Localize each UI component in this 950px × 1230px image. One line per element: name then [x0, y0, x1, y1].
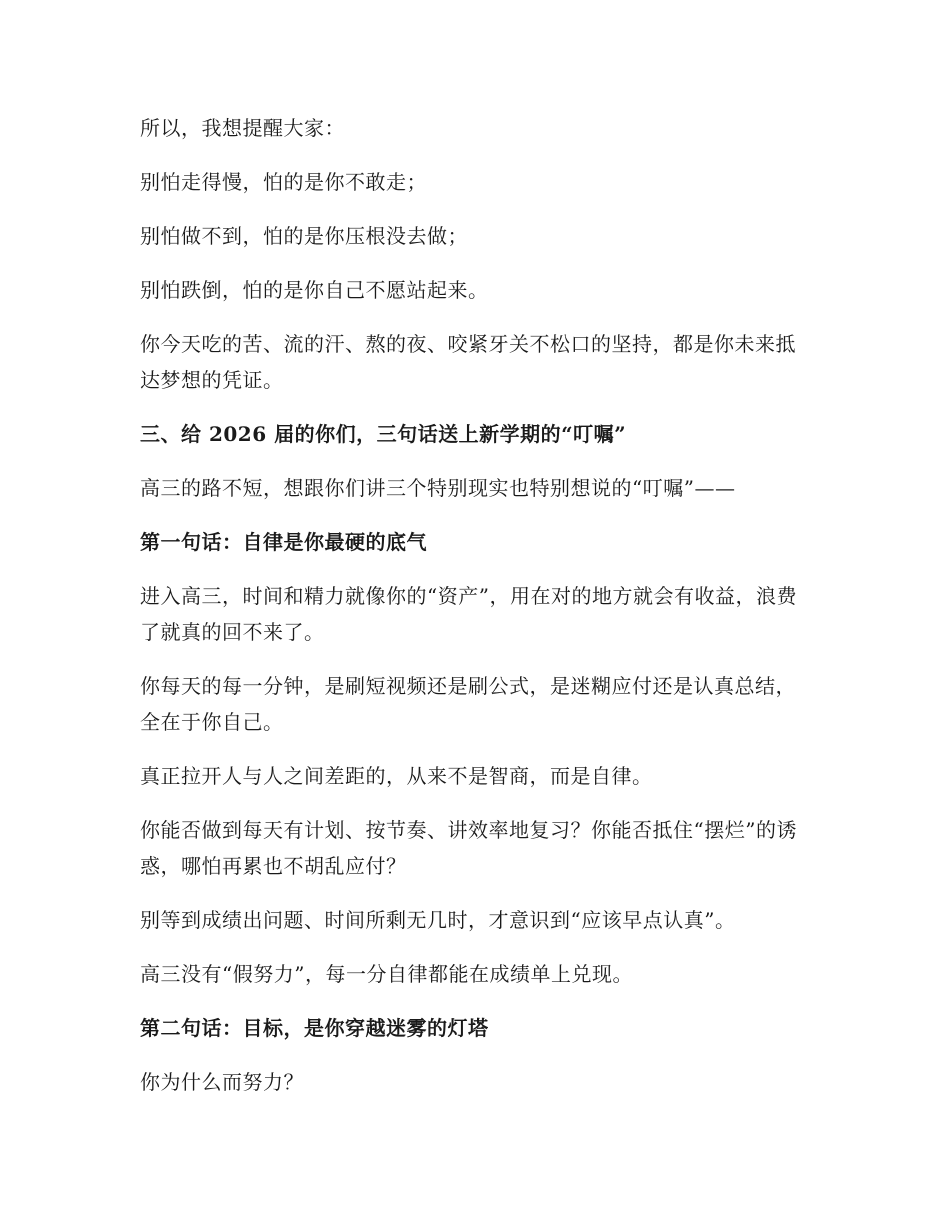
paragraph: 高三的路不短，想跟你们讲三个特别现实也特别想说的“叮嘱”—— — [140, 476, 736, 500]
subsection-heading: 第一句话：自律是你最硬的底气 — [140, 530, 427, 554]
paragraph: 所以，我想提醒大家： — [140, 116, 345, 140]
paragraph: 你每天的每一分钟，是刷短视频还是刷公式，是迷糊应付还是认真总结，全在于你自己。 — [140, 674, 796, 734]
paragraph: 别怕跌倒，怕的是你自己不愿站起来。 — [140, 278, 489, 302]
paragraph: 真正拉开人与人之间差距的，从来不是智商，而是自律。 — [140, 764, 653, 788]
paragraph: 别等到成绩出问题、时间所剩无几时，才意识到“应该早点认真”。 — [140, 908, 736, 932]
section-heading: 三、给 2026 届的你们，三句话送上新学期的“叮嘱” — [140, 422, 627, 446]
paragraph: 你今天吃的苦、流的汗、熬的夜、咬紧牙关不松口的坚持，都是你未来抵达梦想的凭证。 — [140, 332, 796, 392]
subsection-heading: 第二句话：目标，是你穿越迷雾的灯塔 — [140, 1016, 489, 1040]
paragraph: 高三没有“假努力”，每一分自律都能在成绩单上兑现。 — [140, 962, 633, 986]
paragraph: 别怕做不到，怕的是你压根没去做； — [140, 224, 468, 248]
paragraph: 你为什么而努力？ — [140, 1070, 304, 1094]
paragraph: 进入高三，时间和精力就像你的“资产”，用在对的地方就会有收益，浪费了就真的回不来了。 — [140, 584, 797, 644]
paragraph: 你能否做到每天有计划、按节奏、讲效率地复习？你能否抵住“摆烂”的诱惑，哪怕再累也不胡乱应付？ — [140, 818, 797, 878]
paragraph: 别怕走得慢，怕的是你不敢走； — [140, 170, 427, 194]
document-body — [140, 110, 800, 1118]
